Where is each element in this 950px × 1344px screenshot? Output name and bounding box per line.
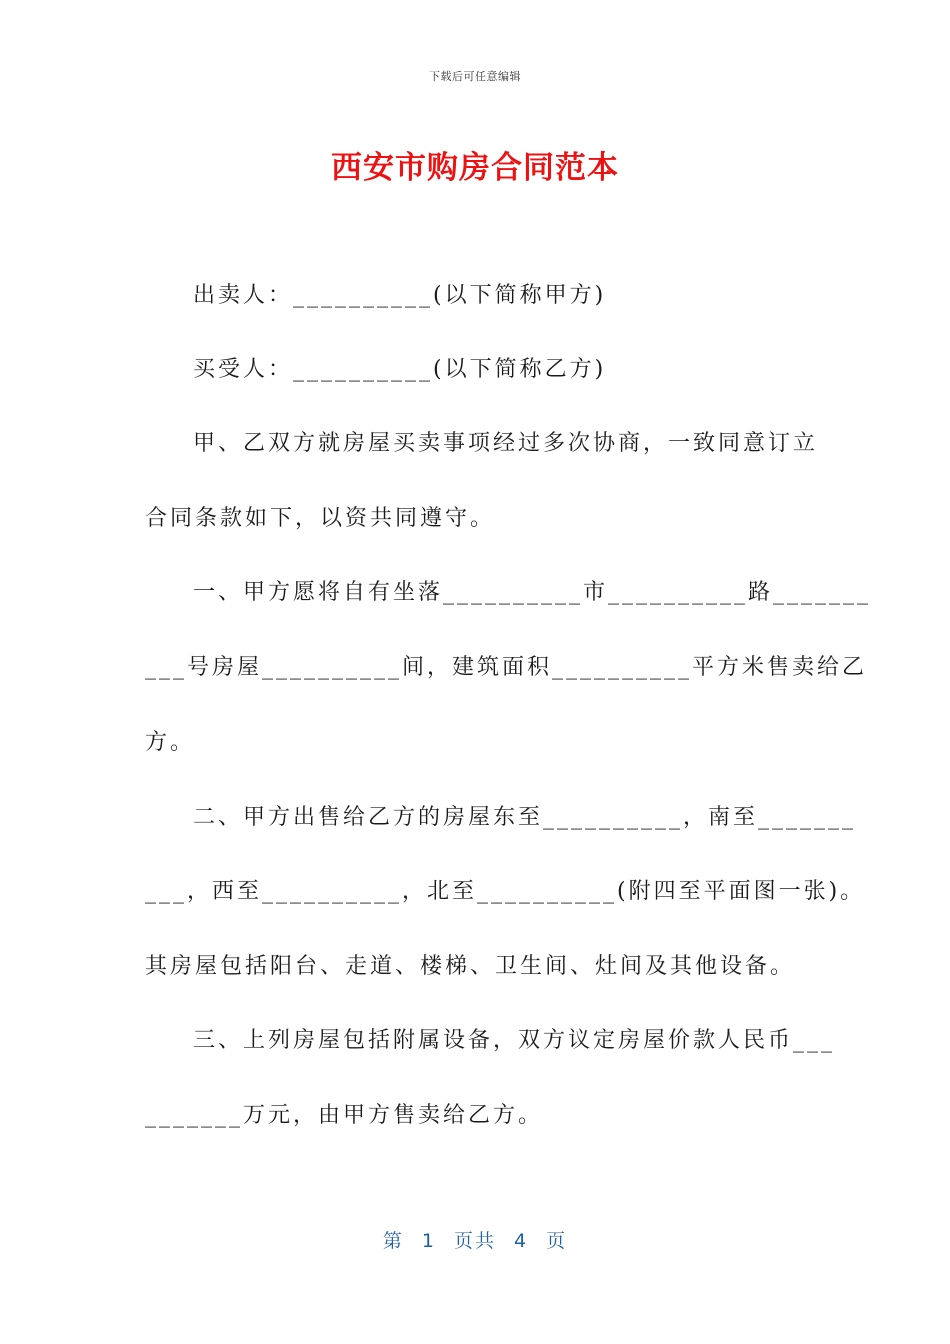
header-note: 下载后可任意编辑 <box>429 70 521 83</box>
clause-2-line: 二、甲方出售给乙方的房屋东至__________，南至_______ <box>193 805 857 830</box>
clause-1-line: 方。 <box>145 730 196 755</box>
paragraph-line: 合同条款如下，以资共同遵守。 <box>145 506 496 531</box>
page-number-footer: 第 1 页共 4 页 <box>382 1230 568 1252</box>
clause-3-line: 三、上列房屋包括附属设备，双方议定房屋价款人民币___ <box>193 1028 836 1053</box>
clause-3-line: _______万元，由甲方售卖给乙方。 <box>145 1103 544 1128</box>
document-title: 西安市购房合同范本 <box>331 150 619 186</box>
clause-1-line: 一、甲方愿将自有坐落__________市__________路_______ <box>193 580 872 605</box>
seller-line: 出卖人：__________(以下简称甲方) <box>193 283 607 308</box>
buyer-line: 买受人：__________(以下简称乙方) <box>193 357 607 382</box>
paragraph-line: 甲、乙双方就房屋买卖事项经过多次协商，一致同意订立 <box>193 431 819 456</box>
clause-2-line: 其房屋包括阳台、走道、楼梯、卫生间、灶间及其他设备。 <box>145 954 796 979</box>
clause-2-line: ___，西至__________，北至__________(附四至平面图一张)。 <box>145 879 866 904</box>
clause-1-line: ___号房屋__________间，建筑面积__________平方米售卖给乙 <box>145 655 868 680</box>
